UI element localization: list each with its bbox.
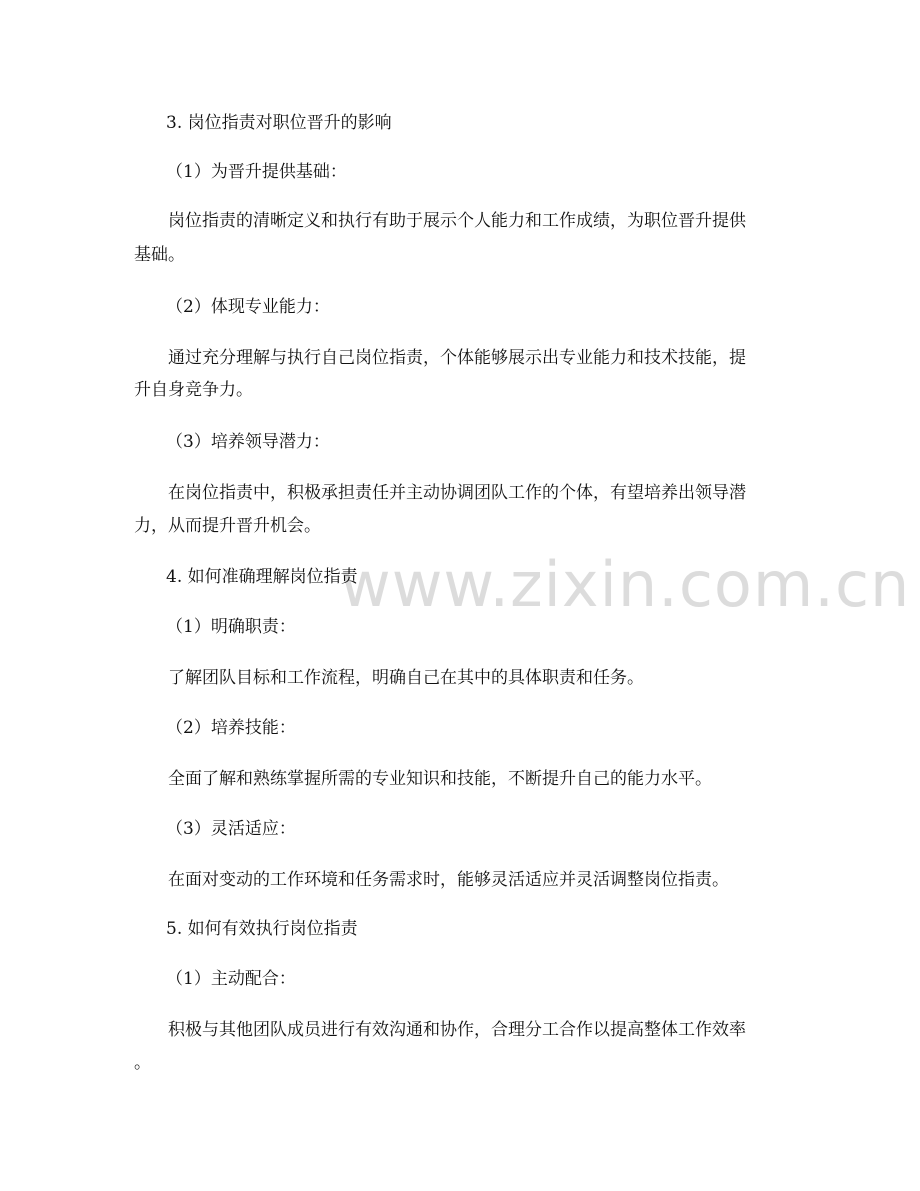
subsection-5-1-title: （1）主动配合： <box>166 969 296 989</box>
section-4-heading: 4. 如何准确理解岗位指责 <box>166 567 358 587</box>
paragraph-5-1-line-2: 。 <box>134 1053 151 1073</box>
paragraph-4-2: 全面了解和熟练掌握所需的专业知识和技能，不断提升自己的能力水平。 <box>168 769 712 789</box>
paragraph-3-3-line-1: 在岗位指责中，积极承担责任并主动协调团队工作的个体，有望培养出领导潜 <box>168 483 746 503</box>
section-5-heading: 5. 如何有效执行岗位指责 <box>166 919 358 939</box>
paragraph-3-1-line-1: 岗位指责的清晰定义和执行有助于展示个人能力和工作成绩，为职位晋升提供 <box>168 211 746 231</box>
watermark-text: www.zixin.com.cn <box>340 548 911 621</box>
paragraph-3-2-line-1: 通过充分理解与执行自己岗位指责，个体能够展示出专业能力和技术技能，提 <box>168 348 746 368</box>
subsection-4-2-title: （2）培养技能： <box>166 718 296 738</box>
paragraph-3-2-line-2: 升自身竞争力。 <box>134 380 253 400</box>
subsection-3-1-title: （1）为晋升提供基础： <box>166 162 347 182</box>
subsection-3-2-title: （2）体现专业能力： <box>166 297 330 317</box>
paragraph-4-3: 在面对变动的工作环境和任务需求时，能够灵活适应并灵活调整岗位指责。 <box>168 870 729 890</box>
section-3-heading: 3. 岗位指责对职位晋升的影响 <box>166 113 392 133</box>
subsection-4-3-title: （3）灵活适应： <box>166 819 296 839</box>
subsection-3-3-title: （3）培养领导潜力： <box>166 432 330 452</box>
paragraph-4-1: 了解团队目标和工作流程，明确自己在其中的具体职责和任务。 <box>168 668 644 688</box>
paragraph-3-1-line-2: 基础。 <box>134 245 185 265</box>
subsection-4-1-title: （1）明确职责： <box>166 617 296 637</box>
paragraph-3-3-line-2: 力，从而提升晋升机会。 <box>134 516 321 536</box>
paragraph-5-1-line-1: 积极与其他团队成员进行有效沟通和协作，合理分工合作以提高整体工作效率 <box>168 1020 746 1040</box>
